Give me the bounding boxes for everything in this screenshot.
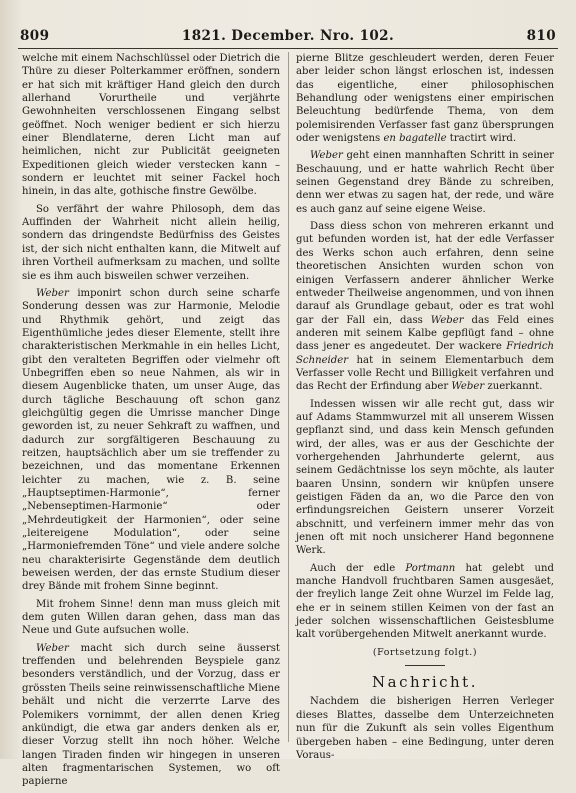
paragraph <box>296 220 554 393</box>
paragraph <box>296 52 554 145</box>
italic-text: Weber <box>451 381 485 393</box>
italic-text: Portmann <box>405 562 456 574</box>
italic-text: en bagatelle <box>383 133 447 145</box>
text-run: macht sich durch seine äusserst treffenden und belehrenden Beyspiele ganz besonders verständlich, und der Vorzug, dass er grössten Theils seine reinwissenschaftliche Miene behält und nicht die verzerrte Larve des Polemikers vornimmt, der allen denen Krieg ankündigt, die etwa gar anders denken als er, dieser Vorzug stellt ihn noch höher. Welche langen Tiraden finden wir hingegen in unseren alten fragmentarischen Systemen, wo oft papierne <box>22 642 280 788</box>
page-number-right: 810 <box>526 28 556 44</box>
right-column-text <box>296 52 554 642</box>
text-run: hat gelebt und manche Handvoll fruchtbaren Samen ausgesäet, der freylich lange Zeit ohne Wurzel im Felde lag, ehe er in seinem stillen Keimen von der fast an jeder solchen wissenschaftlichen Geistesblume kalt vorübergehenden Mitwelt anerkannt wurde. <box>296 562 554 641</box>
italic-text: Weber <box>310 150 343 162</box>
paragraph <box>22 287 280 594</box>
text-run: tractirt wird. <box>446 133 517 145</box>
text-run: geht einen mannhaften Schritt in seiner Beschauung, und er hatte wahrlich Recht über seinen Gegenstand drey Bände zu schreiben, denn wer etwas zu sagen hat, der rede, und wäre es auch ganz auf seine eigene Weise. <box>296 150 554 215</box>
section-divider <box>405 665 445 666</box>
paragraph <box>22 52 280 199</box>
text-run: Auch der edle <box>310 562 406 574</box>
paragraph <box>22 598 280 638</box>
notice-title: Nachricht. <box>372 673 478 692</box>
text-run: pierne Blitze geschleudert werden, deren Feuer aber leider schon längst erloschen ist, indessen das eigentliche, einer philosophischen Behandlung oder wenigstens einer empirischen Beleuchtung bedürfende Thema, von dem polemisirenden Verfasser fast ganz übersprungen oder wenigstens <box>296 53 554 145</box>
text-run: Indessen wissen wir alle recht gut, dass wir auf Adams Stammwurzel mit all unserem Wissen gepflanzt sind, und dass kein Mensch gefunden wird, der alles, was er aus der Geschichte der vorhergehenden Jahrhunderte gelernt, aus seinem Gedächtnisse los seyn möchte, als lauter baaren Unsinn, sondern wir knüpfen unsere geistigen Fäden da an, wo die Parce den von erfindungsreichen Geistern unserer Vorzeit abschnitt, und verfeinern immer mehr das von jenen oft mit noch unsicherer Hand begonnene Werk. <box>296 398 554 557</box>
page-header <box>14 28 562 48</box>
text-run: imponirt schon durch seine scharfe Sonderung dessen was zur Harmonie, Melodie und Rhythmik gehört, und zeigt das Eigenthümliche jedes dieser Elemente, stellt ihre charakteristischen Merkmahle in ein helles Licht, gibt den veralteten Begriffen oder vielmehr oft Unbegriffen eben so neue Nahmen, als wir in diesem Augenblicke thaten, um unser Auge, das durch tägliche Beschauung oft schon ganz gleichgültig gegen die Umrisse mancher Dinge geworden ist, zu neuer Sehkraft zu waffnen, und dadurch zur sorgfältigeren Beschauung zu reitzen, hauptsächlich aber um sie treffender zu bezeichnen, und das momentane Erkennen leichter zu machen, wie z. B. seine „Hauptseptimen-Harmonie“, ferner „Nebenseptimen-Harmonie“ oder „Mehrdeutigkeit der Harmonien“, oder seine „leitereigene Modulation“, oder seine „Harmoniefremden Töne“ und viele andere solche neu charakterisirte Gegenstände dem deutlich beweisen werden, der das ernste Studium dieser drey Bände mit frohem Sinne beginnt. <box>22 287 280 593</box>
paragraph <box>22 642 280 789</box>
paragraph <box>296 398 554 558</box>
page-number-left: 809 <box>20 28 50 44</box>
text-run: das Feld eines anderen mit seinem Kalbe gepflügt fand – ohne dass jener es angedeutet. Der wackere <box>296 314 554 353</box>
italic-text: Friedrich Schneider <box>296 341 554 366</box>
italic-text: Weber <box>430 314 464 326</box>
issue-date: 1821. December. Nro. 102. <box>181 28 395 44</box>
text-run: Dass diess schon von mehreren erkannt und gut befunden worden ist, hat der edle Verfasser des Werks schon auch erfahren, denn seine theoretischen Ansichten wurden schon von einigen Verfassern anderer ähnlicher Werke entweder Theilweise angenommen, und von ihnen darauf als Grundlage gebaut, oder es trat wohl gar der Fall ein, dass <box>296 221 554 326</box>
column-divider <box>288 52 289 742</box>
text-run: Mit frohem Sinne! denn man muss gleich mit dem guten Willen daran gehen, dass man das Neue und Gute aufsuchen wolle. <box>22 598 280 637</box>
right-column <box>296 52 554 762</box>
paragraph <box>22 203 280 283</box>
italic-text: Weber <box>36 642 69 654</box>
text-run: zuerkannt. <box>484 381 543 393</box>
text-run: hat in seinem Elementarbuch dem Verfasser volle Recht und Billigkeit verfahren und das Recht der Erfindung aber <box>296 354 554 393</box>
paragraph <box>296 562 554 642</box>
left-column <box>22 52 280 793</box>
header-rule <box>18 48 558 49</box>
text-run: So verfährt der wahre Philosoph, dem das Auffinden der Wahrheit nicht allein heilig, sondern das dringendste Bedürfniss des Geistes ist, der sich nicht enthalten kann, die Mitwelt auf ihren Vortheil aufmerksam zu machen, und sollte sie es ihm auch bisweilen schwer verzeihen. <box>22 203 280 282</box>
continuation-note: (Fortsetzung folgt.) <box>372 646 478 658</box>
paragraph <box>296 149 554 216</box>
text-run: welche mit einem Nachschlüssel oder Dietrich die Thüre zu dieser Polterkammer eröffnen, sondern er hat sich mit kräftiger Hand gleich den durch allerhand Vorurtheile und verjährte Gewohnheiten verschlossenen Eingang selbst geöffnet. Noch weniger bedient er sich hierzu einer Blendlaterne, deren Licht man auf heimlichen, nicht zur Publicität geeigneten Expeditionen gleich wieder verstecken kann – sondern er leuchtet mit seiner Fackel hoch hinein, in das alte, gothische finstre Gewölbe. <box>22 53 280 198</box>
notice-paragraph: Nachdem die bisherigen Herren Verleger dieses Blattes, dasselbe dem Unterzeichneten nun für die Zukunft als sein volles Eigenthum übergeben haben – eine Bedingung, unter deren Voraus- <box>296 696 554 761</box>
italic-text: Weber <box>36 287 69 299</box>
